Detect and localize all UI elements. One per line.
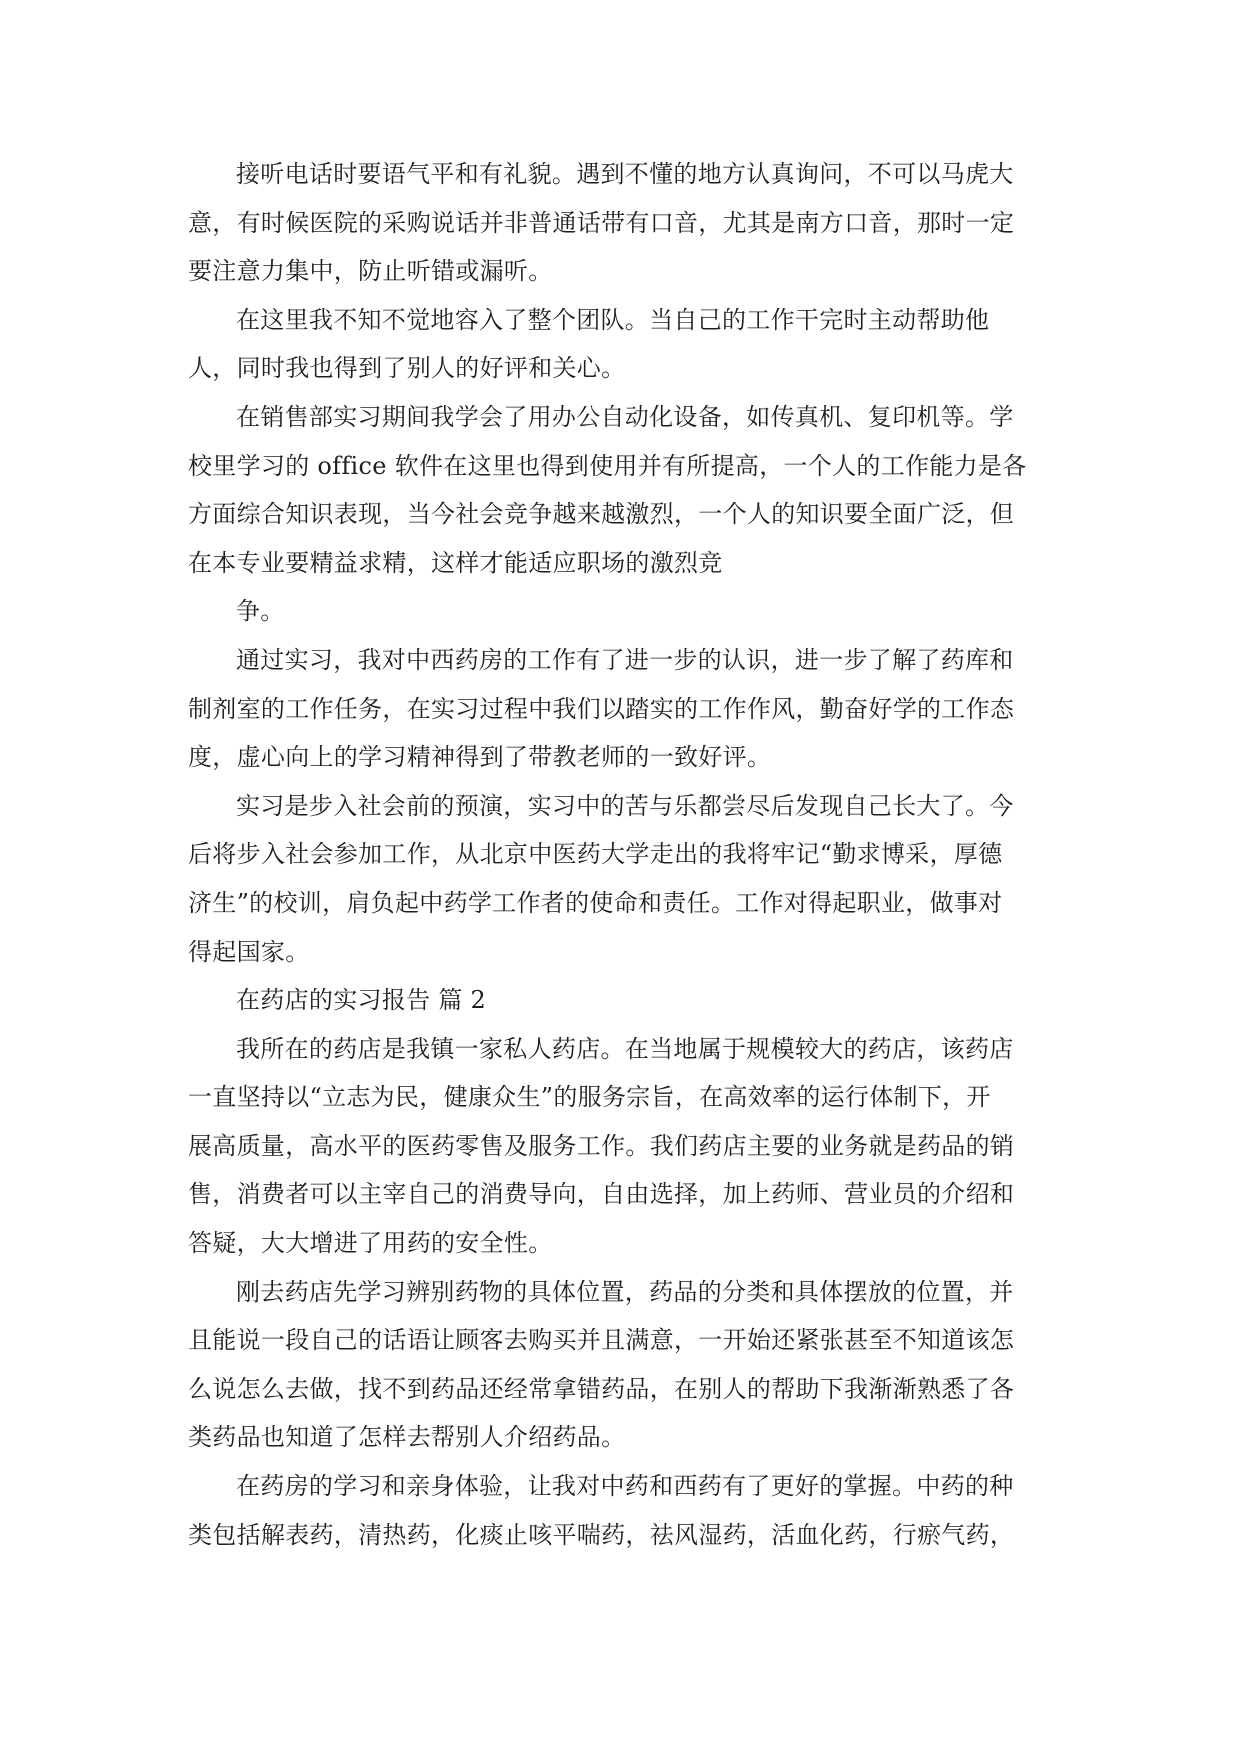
text-line: 济生”的校训，肩负起中药学工作者的使命和责任。工作对得起职业，做事对 <box>188 888 1003 917</box>
text-line: 答疑，大大增进了用药的安全性。 <box>188 1229 553 1258</box>
text-line: 么说怎么去做，找不到药品还经常拿错药品，在别人的帮助下我渐渐熟悉了各 <box>188 1374 1015 1403</box>
text-line: 人，同时我也得到了别人的好评和关心。 <box>188 354 626 383</box>
paragraph-internship-reflection <box>188 782 1052 976</box>
paragraph-pharmacy-understanding <box>188 636 1052 782</box>
text-line: 实习是步入社会前的预演，实习中的苦与乐都尝尽后发现自己长大了。今 <box>236 791 1014 820</box>
text-line: 类包括解表药，清热药，化痰止咳平喘药，祛风湿药，活血化药，行瘀气药， <box>188 1520 1015 1549</box>
section-heading <box>188 976 1052 1025</box>
text-line: 在销售部实习期间我学会了用办公自动化设备，如传真机、复印机等。学 <box>236 402 1014 431</box>
text-line: 度，虚心向上的学习精神得到了带教老师的一致好评。 <box>188 743 772 772</box>
paragraph-team <box>188 296 1052 393</box>
text-line: 制剂室的工作任务，在实习过程中我们以踏实的工作作风，勤奋好学的工作态 <box>188 694 1015 723</box>
paragraph-office-equipment <box>188 393 1052 587</box>
text-line: 得起国家。 <box>188 937 310 966</box>
text-line: 展高质量，高水平的医药零售及服务工作。我们药店主要的业务就是药品的销 <box>188 1131 1015 1160</box>
text-line: 接听电话时要语气平和有礼貌。遇到不懂的地方认真询问，不可以马虎大 <box>236 160 1014 188</box>
text-line: 校里学习的 office 软件在这里也得到使用并有所提高，一个人的工作能力是各 <box>188 451 1027 480</box>
text-line: 方面综合知识表现，当今社会竞争越来越激烈，一个人的知识要全面广泛，但 <box>188 500 1015 529</box>
text-line: 后将步入社会参加工作，从北京中医药大学走出的我将牢记“勤求博采，厚德 <box>188 840 1003 869</box>
paragraph-fragment <box>188 587 1052 636</box>
text-line: 通过实习，我对中西药房的工作有了进一步的认识，进一步了解了药库和 <box>236 645 1014 674</box>
text-line: 在本专业要精益求精，这样才能适应职场的激烈竞 <box>188 548 723 577</box>
text-line: 一直坚持以“立志为民，健康众生”的服务宗旨，在高效率的运行体制下，开 <box>188 1083 991 1112</box>
text-line: 要注意力集中，防止听错或漏听。 <box>188 257 553 286</box>
text-line: 我所在的药店是我镇一家私人药店。在当地属于规模较大的药店，该药店 <box>236 1034 1014 1063</box>
text-line: 刚去药店先学习辨别药物的具体位置，药品的分类和具体摆放的位置，并 <box>236 1277 1014 1306</box>
text-line: 在这里我不知不觉地容入了整个团队。当自己的工作干完时主动帮助他 <box>236 305 990 334</box>
text-line: 类药品也知道了怎样去帮别人介绍药品。 <box>188 1423 626 1452</box>
section-heading-text: 在药店的实习报告 篇 2 <box>236 986 487 1015</box>
document-body <box>188 150 1052 1559</box>
text-line: 且能说一段自己的话语让顾客去购买并且满意，一开始还紧张甚至不知道该怎 <box>188 1326 1015 1355</box>
paragraph-phone-etiquette <box>188 150 1052 296</box>
paragraph-chinese-medicine <box>188 1462 1052 1559</box>
paragraph-learning-drugs <box>188 1268 1052 1462</box>
text-line: 争。 <box>236 597 285 626</box>
text-line: 意，有时候医院的采购说话并非普通话带有口音，尤其是南方口音，那时一定 <box>188 208 1015 237</box>
text-line: 在药房的学习和亲身体验，让我对中药和西药有了更好的掌握。中药的种 <box>236 1472 1014 1501</box>
paragraph-pharmacy-intro <box>188 1025 1052 1268</box>
text-line: 售，消费者可以主宰自己的消费导向，自由选择，加上药师、营业员的介绍和 <box>188 1180 1015 1209</box>
